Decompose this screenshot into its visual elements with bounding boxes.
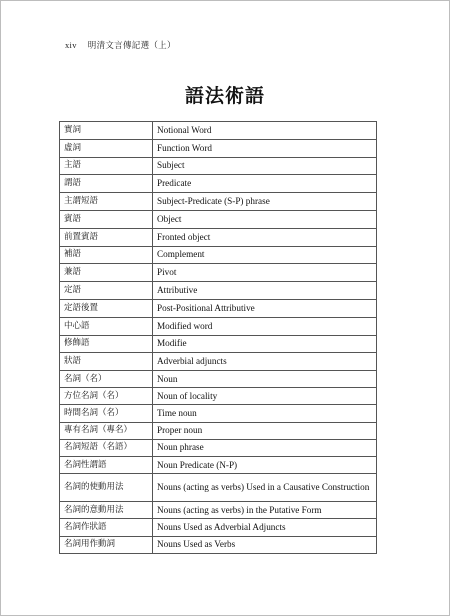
english-term-cell: Attributive — [153, 282, 377, 300]
table-row — [60, 175, 377, 193]
chinese-term-cell: 定語後置 — [60, 299, 153, 317]
table-row — [60, 317, 377, 335]
table-row — [60, 405, 377, 422]
table-row — [60, 388, 377, 405]
section-title: 語法術語 — [184, 85, 265, 107]
chinese-term-cell: 實詞 — [60, 122, 153, 140]
chinese-term-cell: 名詞（名） — [60, 371, 153, 388]
chinese-term-cell: 名詞用作動詞 — [60, 536, 153, 553]
english-term-cell: Subject — [153, 157, 377, 175]
english-term-cell: Nouns Used as Adverbial Adjuncts — [153, 519, 377, 536]
table-row — [60, 246, 377, 264]
table-row — [60, 335, 377, 353]
table-row — [60, 139, 377, 157]
english-term-cell: Nouns (acting as verbs) in the Putative Form — [153, 502, 377, 519]
table-row — [60, 157, 377, 175]
english-term-cell: Nouns (acting as verbs) Used in a Causative Construction — [153, 474, 377, 502]
chinese-term-cell: 謂語 — [60, 175, 153, 193]
table-row — [60, 193, 377, 211]
table-row — [60, 371, 377, 388]
table-row — [60, 228, 377, 246]
chinese-term-cell: 專有名詞（專名） — [60, 422, 153, 439]
english-term-cell: Noun phrase — [153, 439, 377, 456]
chinese-term-cell: 虛詞 — [60, 139, 153, 157]
english-term-cell: Noun Predicate (N-P) — [153, 456, 377, 473]
chinese-term-cell: 名詞作狀語 — [60, 519, 153, 536]
english-term-cell: Proper noun — [153, 422, 377, 439]
table-row — [60, 210, 377, 228]
english-term-cell: Pivot — [153, 264, 377, 282]
english-term-cell: Modified word — [153, 317, 377, 335]
english-term-cell: Adverbial adjuncts — [153, 353, 377, 371]
table-row — [60, 439, 377, 456]
english-term-cell: Function Word — [153, 139, 377, 157]
table-row — [60, 536, 377, 553]
chinese-term-cell: 時間名詞（名） — [60, 405, 153, 422]
table-row — [60, 299, 377, 317]
chinese-term-cell: 名詞的意動用法 — [60, 502, 153, 519]
chinese-term-cell: 名詞的使動用法 — [60, 474, 153, 502]
table-row — [60, 502, 377, 519]
running-header — [65, 39, 176, 51]
table-row — [60, 122, 377, 140]
english-term-cell: Time noun — [153, 405, 377, 422]
chinese-term-cell: 補語 — [60, 246, 153, 264]
grammar-terms-table — [59, 121, 377, 371]
english-term-cell: Subject-Predicate (S-P) phrase — [153, 193, 377, 211]
chinese-term-cell: 兼語 — [60, 264, 153, 282]
chinese-term-cell: 前置賓語 — [60, 228, 153, 246]
english-term-cell: Noun — [153, 371, 377, 388]
noun-terms-table — [59, 370, 377, 554]
english-term-cell: Noun of locality — [153, 388, 377, 405]
chinese-term-cell: 狀語 — [60, 353, 153, 371]
table-row — [60, 474, 377, 502]
chinese-term-cell: 名詞短語（名語） — [60, 439, 153, 456]
english-term-cell: Notional Word — [153, 122, 377, 140]
english-term-cell: Predicate — [153, 175, 377, 193]
chinese-term-cell: 定語 — [60, 282, 153, 300]
page-number: xiv — [65, 40, 77, 50]
chinese-term-cell: 名詞性謂語 — [60, 456, 153, 473]
chinese-term-cell: 賓語 — [60, 210, 153, 228]
chinese-term-cell: 方位名詞（名） — [60, 388, 153, 405]
table-row — [60, 519, 377, 536]
chinese-term-cell: 修飾語 — [60, 335, 153, 353]
chinese-term-cell: 主語 — [60, 157, 153, 175]
english-term-cell: Nouns Used as Verbs — [153, 536, 377, 553]
english-term-cell: Complement — [153, 246, 377, 264]
english-term-cell: Modifie — [153, 335, 377, 353]
table-row — [60, 282, 377, 300]
english-term-cell: Fronted object — [153, 228, 377, 246]
table-row — [60, 353, 377, 371]
table-row — [60, 422, 377, 439]
chinese-term-cell: 中心語 — [60, 317, 153, 335]
book-title: 明清文言傳記選（上） — [87, 41, 176, 51]
table-row — [60, 264, 377, 282]
english-term-cell: Post-Positional Attributive — [153, 299, 377, 317]
chinese-term-cell: 主謂短語 — [60, 193, 153, 211]
table-row — [60, 456, 377, 473]
english-term-cell: Object — [153, 210, 377, 228]
